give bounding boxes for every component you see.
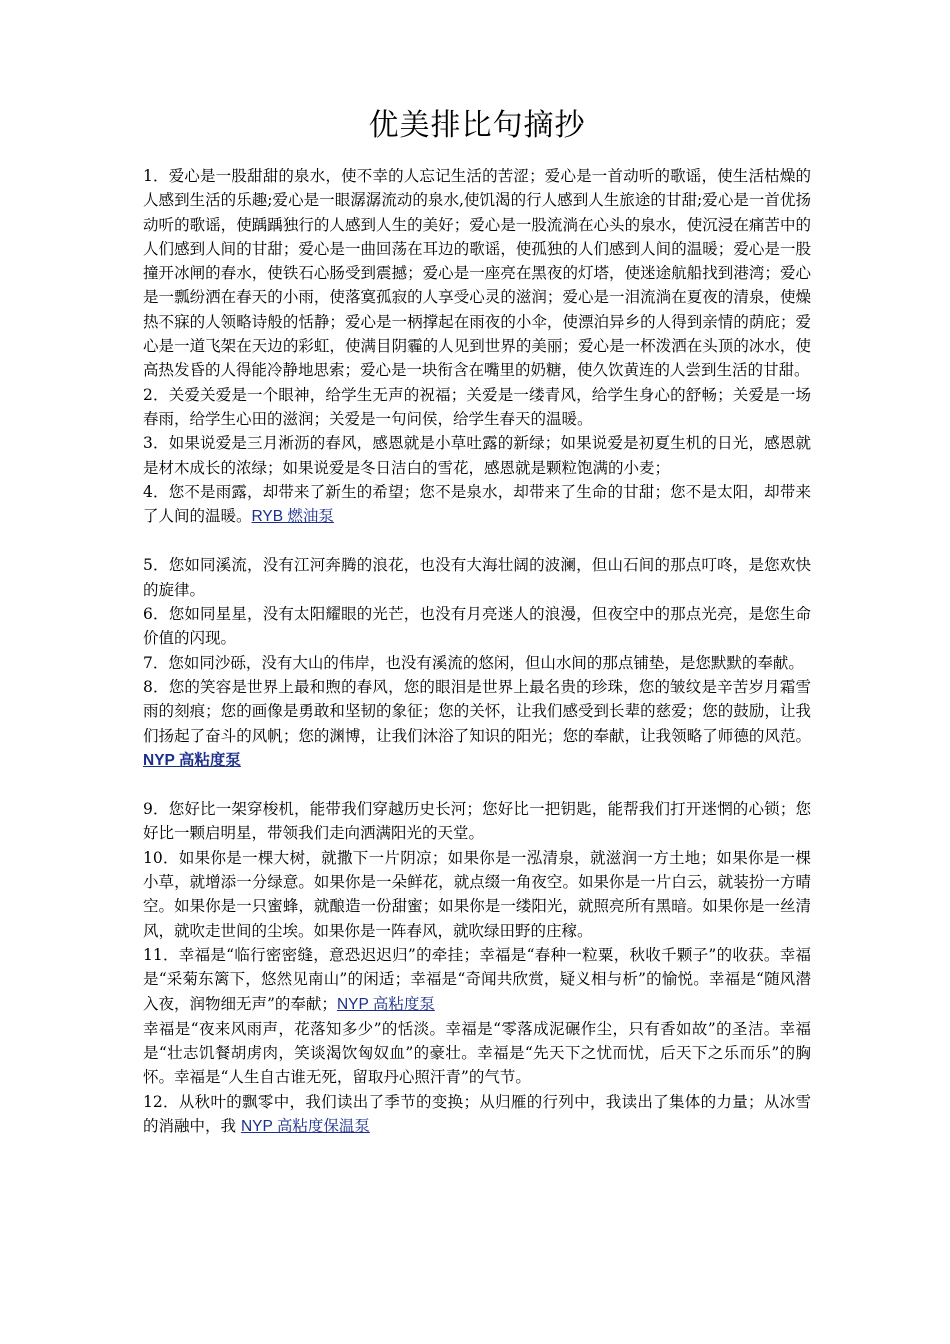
paragraph xyxy=(143,1090,811,1140)
paragraph xyxy=(143,602,811,651)
paragraph-text: 4．您不是雨露，却带来了新生的希望；您不是泉水，却带来了生命的甘甜；您不是太阳，却带来了人间的温暖。 xyxy=(143,482,811,526)
paragraph xyxy=(143,675,811,773)
paragraph xyxy=(143,846,811,943)
paragraph xyxy=(143,431,811,480)
document-body xyxy=(143,164,811,1139)
paragraph-text: 3．如果说爱是三月淅沥的春风，感恩就是小草吐露的新绿；如果说爱是初夏生机的日光，感恩就是材木成长的浓绿；如果说爱是冬日洁白的雪花，感恩就是颗粒饱满的小麦； xyxy=(143,434,811,477)
product-link[interactable]: RYB 燃油泵 xyxy=(251,508,334,526)
product-link[interactable]: NYP 高粘度泵 xyxy=(336,995,435,1013)
paragraph-text: 9．您好比一架穿梭机，能带我们穿越历史长河；您好比一把钥匙，能帮我们打开迷惘的心锁；您好比一颗启明星，带领我们走向洒满阳光的天堂。 xyxy=(143,800,811,843)
paragraph xyxy=(143,383,811,432)
paragraph xyxy=(143,164,811,383)
document-page xyxy=(143,100,811,1139)
paragraph xyxy=(143,553,811,602)
product-link[interactable]: NYP 高粘度保温泵 xyxy=(240,1117,370,1135)
paragraph-text: 1．爱心是一股甜甜的泉水，使不幸的人忘记生活的苦涩；爱心是一首动听的歌谣，使生活枯燥的人感到生活的乐趣;爱心是一眼潺潺流动的泉水,使饥渴的行人感到人生旅途的甘甜;爱心是一首优扬动听的歌谣，使踽踽独行的人感到人生的美好；爱心是一股流淌在心头的泉水，使沉浸在痛苦中的人们感到人间的甘甜；爱心是一曲回荡在耳边的歌谣，使孤独的人们感到人间的温暖；爱心是一股撞开冰闸的春水，使铁石心肠受到震撼；爱心是一座亮在黑夜的灯塔，使迷途航船找到港湾；爱心是一瓢纷洒在春天的小雨，使落寞孤寂的人享受心灵的滋润；爱心是一泪流淌在夏夜的清泉，使燥热不寐的人领略诗般的恬静；爱心是一柄撑起在雨夜的小伞，使漂泊异乡的人得到亲情的荫庇；爱心是一道飞架在天边的彩虹，使满目阴霾的人见到世界的美丽；爱心是一杯泼洒在头顶的冰水，使高热发昏的人得能冷静地思索；爱心是一块衔含在嘴里的奶糖，使久饮黄连的人尝到生活的甘甜。 xyxy=(143,167,811,380)
blank-line xyxy=(143,773,811,797)
paragraph-text: 幸福是“夜来风雨声，花落知多少”的恬淡。幸福是“零落成泥碾作尘，只有香如故”的圣洁。幸福是“壮志饥餐胡虏肉，笑谈渴饮匈奴血”的豪壮。幸福是“先天下之忧而忧，后天下之乐而乐”的胸怀。幸福是“人生自古谁无死，留取丹心照汗青”的气节。 xyxy=(143,1019,811,1087)
paragraph xyxy=(143,480,811,530)
document-title: 优美排比句摘抄 xyxy=(368,108,586,143)
paragraph-text: 2．关爱关爱是一个眼神，给学生无声的祝福；关爱是一缕青风，给学生身心的舒畅；关爱是一场春雨，给学生心田的滋润；关爱是一句问侯，给学生春天的温暖。 xyxy=(143,385,811,428)
paragraph-text: 8．您的笑容是世界上最和煦的春风，您的眼泪是世界上最名贵的珍珠，您的皱纹是辛苦岁月霜雪雨的刻痕；您的画像是勇敢和坚韧的象征；您的关怀，让我们感受到长辈的慈爱；您的鼓励，让我们扬起了奋斗的风帆；您的渊博，让我们沐浴了知识的阳光；您的奉献，让我领略了师德的风范。 xyxy=(143,677,811,745)
paragraph xyxy=(143,943,811,1017)
paragraph-text: 12．从秋叶的飘零中，我们读出了季节的变换；从归雁的行列中，我读出了集体的力量；从冰雪的消融中，我 xyxy=(143,1092,811,1135)
blank-line xyxy=(143,529,811,553)
paragraph xyxy=(143,797,811,846)
paragraph xyxy=(143,651,811,675)
paragraph-text: 11．幸福是“临行密密缝，意恐迟迟归”的牵挂；幸福是“春种一粒粟，秋收千颗子”的收获。幸福是“采菊东篱下，悠然见南山”的闲适；幸福是“奇闻共欣赏，疑义相与析”的愉悦。幸福是“随风潜入夜，润物细无声”的奉献； xyxy=(143,945,811,1013)
paragraph xyxy=(143,1017,811,1090)
paragraph-text: 6．您如同星星，没有太阳耀眼的光芒，也没有月亮迷人的浪漫，但夜空中的那点光亮，是您生命价值的闪现。 xyxy=(143,605,811,648)
paragraph-text: 10．如果你是一棵大树，就撒下一片阴凉；如果你是一泓清泉，就滋润一方土地；如果你是一棵小草，就增添一分绿意。如果你是一朵鲜花，就点缀一角夜空。如果你是一片白云，就装扮一方晴空。如果你是一只蜜蜂，就酿造一份甜蜜；如果你是一缕阳光，就照亮所有黑暗。如果你是一丝清风，就吹走世间的尘埃。如果你是一阵春风，就吹绿田野的庄稼。 xyxy=(143,848,811,940)
paragraph-text: 7．您如同沙砾，没有大山的伟岸，也没有溪流的悠闲，但山水间的那点铺垫，是您默默的奉献。 xyxy=(143,653,804,672)
paragraph-text: 5．您如同溪流，没有江河奔腾的浪花，也没有大海壮阔的波澜，但山石间的那点叮咚，是您欢快的旋律。 xyxy=(143,556,811,599)
product-link[interactable]: NYP 高粘度泵 xyxy=(143,751,241,769)
